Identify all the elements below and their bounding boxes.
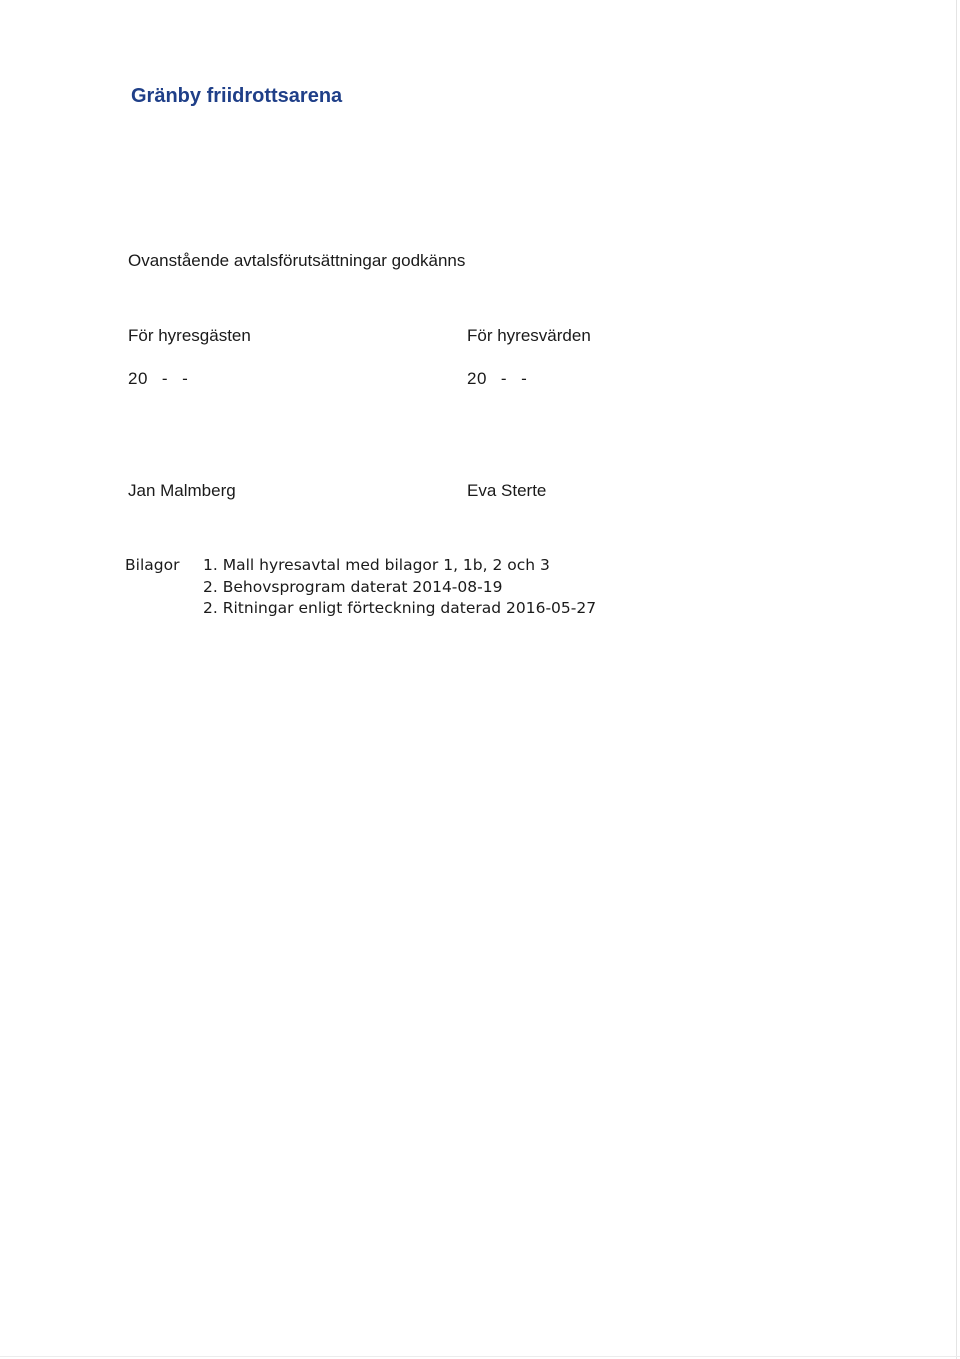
landlord-date-year: 20 [467,369,487,388]
landlord-label: För hyresvärden [467,326,591,345]
page-edge-right [956,0,957,1359]
attachment-item: 2. Behovsprogram daterat 2014-08-19 [203,577,503,596]
attachment-item: 1. Mall hyresavtal med bilagor 1, 1b, 2 och 3 [203,556,550,574]
attachments-list [203,555,596,620]
landlord-date-line [467,369,527,389]
tenant-signatory-name: Jan Malmberg [128,481,236,500]
landlord-signatory-name: Eva Sterte [467,481,547,500]
page-edge-bottom [0,1356,960,1357]
tenant-date-dash-1: - [161,369,169,388]
tenant-date-line [128,369,188,389]
attachment-item: 2. Ritningar enligt förteckning daterad 2016-05-27 [203,599,597,617]
landlord-date-dash-1: - [500,369,508,388]
document-title: Gränby friidrottsarena [131,85,343,107]
tenant-date-year: 20 [128,369,148,388]
approval-statement: Ovanstående avtalsförutsättningar godkänns [128,251,466,270]
tenant-date-dash-2: - [182,369,189,388]
tenant-label: För hyresgästen [128,326,251,345]
landlord-date-dash-2: - [521,369,528,388]
attachments-label: Bilagor [125,556,180,574]
